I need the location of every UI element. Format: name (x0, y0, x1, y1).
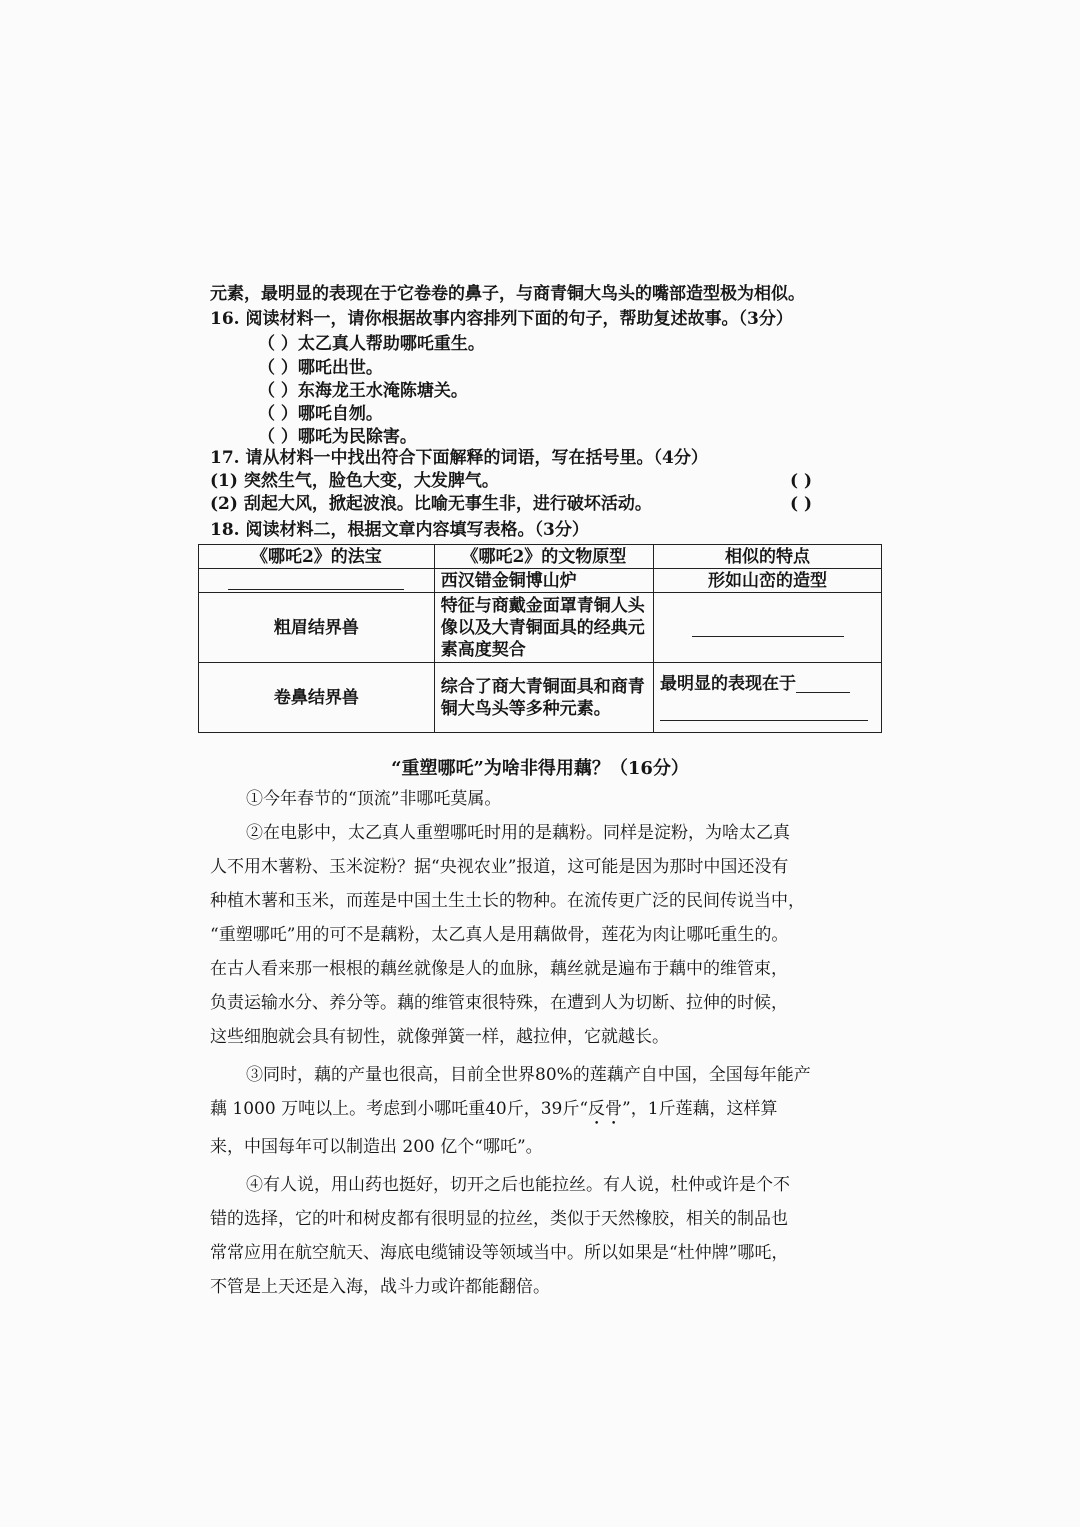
article-p2-l2: 人不用木薯粉、玉米淀粉？据“央视农业”报道，这可能是因为那时中国还没有 (210, 857, 789, 877)
article-p2-l4: “重塑哪吒”用的可不是藕粉，太乙真人是用藕做骨，莲花为肉让哪吒重生的。 (210, 925, 789, 945)
cell-treasure-3: 卷鼻结界兽 (199, 663, 435, 733)
p3-l2-b: ”，1斤莲藕，这样算 (622, 1099, 778, 1119)
article-p4-l4: 不管是上天还是入海，战斗力或许都能翻倍。 (210, 1277, 550, 1297)
q17-item-1: (1) 突然生气，脸色大变，大发脾气。 (210, 471, 499, 491)
cell-prototype-1: 西汉错金铜博山炉 (434, 569, 653, 593)
blank-cell-feature (654, 593, 882, 663)
q18-stem: 18. 阅读材料二，根据文章内容填写表格。（3分） (210, 520, 589, 540)
article-p4-l3: 常常应用在航空航天、海底电缆铺设等领域当中。所以如果是“杜仲牌”哪吒， (210, 1243, 789, 1263)
article-p3-l3: 来，中国每年可以制造出 200 亿个“哪吒”。 (210, 1137, 543, 1157)
article-p2-l5: 在古人看来那一根根的藕丝就像是人的血脉，藕丝就是遍布于藕中的维管束， (210, 959, 788, 979)
article-p2-l6: 负责运输水分、养分等。藕的维管束很特殊，在遭到人为切断、拉伸的时候， (210, 993, 788, 1013)
q16-stem: 16. 阅读材料一，请你根据故事内容排列下面的句子，帮助复述故事。（3分） (210, 309, 793, 329)
cell-feature-1: 形如山峦的造型 (654, 569, 882, 593)
table-header-row (199, 545, 882, 569)
article-p4-l1: ④有人说，用山药也挺好，切开之后也能拉丝。有人说，杜仲或许是个不 (246, 1175, 790, 1195)
q16-item-2: （ ）哪吒出世。 (258, 358, 383, 378)
article-p2-l1: ②在电影中，太乙真人重塑哪吒时用的是藕粉。同样是淀粉，为啥太乙真 (246, 823, 790, 843)
article-title: “重塑哪吒”为啥非得用藕？（16分） (391, 758, 689, 779)
q16-item-4: （ ）哪吒自刎。 (258, 404, 383, 424)
q17-stem: 17. 请从材料一中找出符合下面解释的词语，写在括号里。（4分） (210, 448, 708, 468)
p3-l2-a: 藕 1000 万吨以上。考虑到小哪吒重40斤，39斤“ (210, 1099, 589, 1119)
cell-treasure-2: 粗眉结界兽 (199, 593, 435, 663)
cell-prototype-3: 综合了商大青铜面具和商青铜大鸟头等多种元素。 (434, 663, 653, 733)
q16-item-3: （ ）东海龙王水淹陈塘关。 (258, 381, 468, 401)
article-p4-l2: 错的选择，它的叶和树皮都有很明显的拉丝，类似于天然橡胶，相关的制品也 (210, 1209, 788, 1229)
table-row (199, 593, 882, 663)
table-row (199, 569, 882, 593)
q17-answer-1: ( ) (790, 471, 813, 491)
header-treasure: 《哪吒2》的法宝 (199, 545, 435, 569)
feature-3-prompt: 最明显的表现在于 (660, 673, 797, 694)
q18-table (198, 544, 882, 733)
q17-item-2: (2) 刮起大风，掀起波浪。比喻无事生非，进行破坏活动。 (210, 494, 652, 514)
p3-emphasis: 反骨 (588, 1099, 623, 1119)
cell-prototype-2: 特征与商戴金面罩青铜人头像以及大青铜面具的经典元素高度契合 (434, 593, 653, 663)
header-prototype: 《哪吒2》的文物原型 (434, 545, 653, 569)
article-p2-l7: 这些细胞就会具有韧性，就像弹簧一样，越拉伸，它就越长。 (210, 1027, 669, 1047)
q17-answer-2: ( ) (790, 494, 813, 514)
cell-feature-3 (654, 663, 882, 733)
table-row (199, 663, 882, 733)
q16-item-5: （ ）哪吒为民除害。 (258, 427, 417, 447)
continuation-line: 元素，最明显的表现在于它卷卷的鼻子，与商青铜大鸟头的嘴部造型极为相似。 (210, 284, 805, 304)
article-p3-l2 (210, 1092, 778, 1129)
q16-item-1: （ ）太乙真人帮助哪吒重生。 (258, 334, 485, 354)
blank-cell-treasure (199, 569, 435, 593)
article-p1: ①今年春节的“顶流”非哪吒莫属。 (246, 789, 502, 809)
header-feature: 相似的特点 (654, 545, 882, 569)
article-p2-l3: 种植木薯和玉米，而莲是中国土生土长的物种。在流传更广泛的民间传说当中， (210, 891, 805, 911)
article-p3-l1: ③同时，藕的产量也很高，目前全世界80%的莲藕产自中国，全国每年能产 (246, 1065, 811, 1085)
